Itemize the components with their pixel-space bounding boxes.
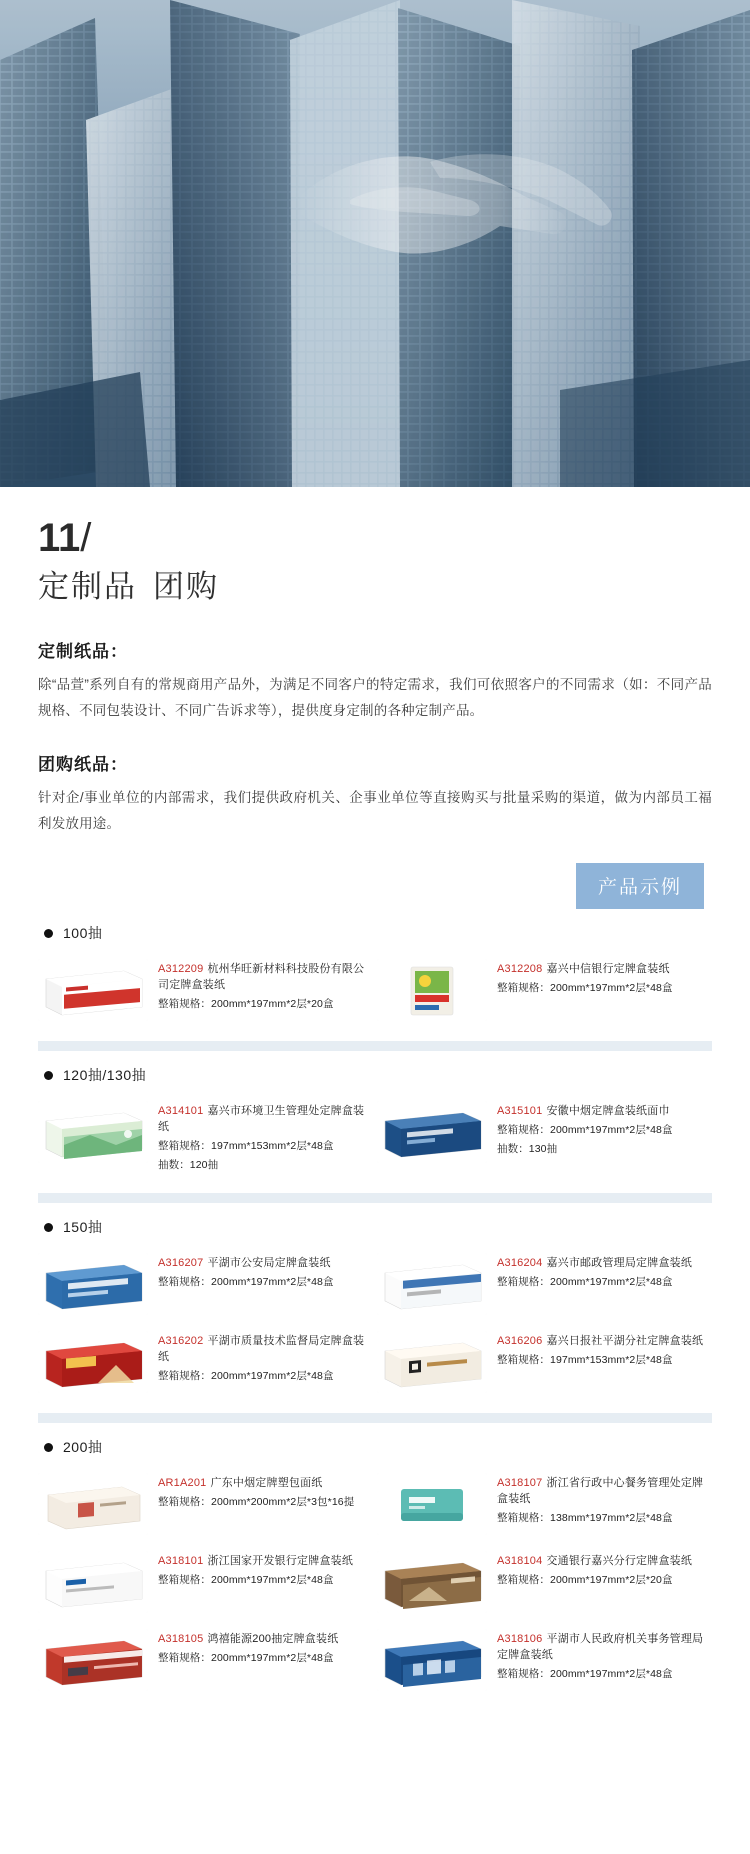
product-grid [38,1465,712,1699]
product-info [158,1101,375,1173]
product-example-tag: 产品示例 [576,863,704,909]
product-info [158,959,375,1012]
product-group-header [44,1217,712,1237]
product-code: A318104 [497,1555,543,1567]
product-group-label: 100抽 [63,925,103,941]
section-number-slash: / [80,516,92,560]
product-spec: 整箱规格：200mm*197mm*2层*20盒 [497,1574,673,1586]
example-tag-row [38,863,712,909]
product-groups [38,923,712,1699]
bullet-icon [44,929,53,938]
product-group [38,1065,712,1181]
group-buy-heading: 团购纸品： [38,755,128,774]
product-item[interactable] [38,951,375,1029]
custom-paper-paragraph: 除“品萱”系列自有的常规商用产品外，为满足不同客户的特定需求，我们可依照客户的不同需求（如：不同产品规格、不同包装设计、不同广告诉求等），提供度身定制的各种定制产品。 [38,677,712,718]
product-info [158,1253,334,1290]
product-name: A316202 平湖市质量技术监督局定牌盒装纸 [158,1335,365,1363]
product-info [497,1551,692,1588]
product-code: A312209 [158,963,204,975]
product-item[interactable] [375,1543,712,1621]
product-image [377,1473,487,1535]
product-image [377,1101,487,1163]
product-code: A316207 [158,1257,204,1269]
product-group [38,923,712,1029]
product-code: A318107 [497,1477,543,1489]
product-info [497,959,673,996]
product-code: A318105 [158,1633,204,1645]
product-name: A318104 交通银行嘉兴分行定牌盒装纸 [497,1555,693,1567]
bullet-icon [44,1071,53,1080]
section-divider [38,1193,712,1203]
product-group-label: 200抽 [63,1439,103,1455]
product-image [377,1253,487,1315]
product-code: A318101 [158,1555,204,1567]
product-spec: 整箱规格：197mm*153mm*2层*48盒 [158,1140,334,1152]
product-name: A315101 安徽中烟定牌盒装纸面巾 [497,1105,670,1117]
product-group-label: 120抽/130抽 [63,1067,147,1083]
product-spec: 整箱规格：200mm*197mm*2层*48盒 [158,1370,334,1382]
bullet-icon [44,1223,53,1232]
product-image [377,959,487,1021]
group-buy-block [38,750,712,837]
product-image [38,959,148,1021]
page-title [38,563,712,611]
product-item[interactable] [38,1245,375,1323]
product-info [497,1629,712,1682]
product-image [38,1629,148,1691]
product-image [38,1253,148,1315]
page-title-left: 定制品 [38,569,137,604]
product-code: A318106 [497,1633,543,1645]
product-code: A314101 [158,1105,204,1117]
product-spec: 整箱规格：200mm*200mm*2层*3包*16提 [158,1496,355,1508]
product-name: A316204 嘉兴市邮政管理局定牌盒装纸 [497,1257,693,1269]
section-number [38,515,712,561]
section-divider [38,1413,712,1423]
product-info [158,1551,353,1588]
group-buy-paragraph: 针对企/事业单位的内部需求，我们提供政府机关、企事业单位等直接购买与批量采购的渠道，做为内部员工福利发放用途。 [38,790,712,831]
product-item[interactable] [38,1323,375,1401]
product-image [38,1331,148,1393]
product-name: A318105 鸿禧能源200抽定牌盒装纸 [158,1633,339,1645]
product-spec: 整箱规格：200mm*197mm*2层*48盒 [158,1574,334,1586]
custom-paper-heading: 定制纸品： [38,642,128,661]
product-spec: 整箱规格：200mm*197mm*2层*48盒 [497,982,673,994]
product-group-label: 150抽 [63,1219,103,1235]
product-grid [38,1245,712,1401]
product-item[interactable] [375,1323,712,1401]
product-item[interactable] [375,1465,712,1543]
product-item[interactable] [38,1093,375,1181]
product-item[interactable] [375,1621,712,1699]
product-item[interactable] [38,1543,375,1621]
product-name: A316206 嘉兴日报社平湖分社定牌盒装纸 [497,1335,704,1347]
product-name: A318107 浙江省行政中心餐务管理处定牌盒装纸 [497,1477,704,1505]
product-spec: 整箱规格：200mm*197mm*2层*48盒 [497,1124,673,1136]
product-name: A314101 嘉兴市环境卫生管理处定牌盒装纸 [158,1105,365,1133]
product-info [158,1331,375,1384]
product-code: A312208 [497,963,543,975]
product-group-header [44,923,712,943]
product-spec: 整箱规格：200mm*197mm*2层*48盒 [158,1652,334,1664]
product-image [38,1551,148,1613]
product-spec: 抽数：120抽 [158,1159,219,1171]
product-spec: 整箱规格：200mm*197mm*2层*20盒 [158,998,334,1010]
hero-illustration [0,0,750,487]
product-info [497,1253,692,1290]
product-spec: 整箱规格：200mm*197mm*2层*48盒 [497,1668,673,1680]
product-image [377,1551,487,1613]
product-name: A312208 嘉兴中信银行定牌盒装纸 [497,963,670,975]
hero-banner [0,0,750,487]
product-spec: 整箱规格：200mm*197mm*2层*48盒 [497,1276,673,1288]
product-name: A318106 平湖市人民政府机关事务管理局定牌盒装纸 [497,1633,704,1661]
product-info [497,1331,703,1368]
product-name: AR1A201 广东中烟定牌塑包面纸 [158,1477,323,1489]
product-code: AR1A201 [158,1477,207,1489]
product-group-header [44,1437,712,1457]
product-info [497,1473,712,1526]
section-divider [38,1041,712,1051]
section-number-block [38,487,712,611]
product-item[interactable] [38,1465,375,1543]
product-item[interactable] [375,951,712,1029]
custom-paper-block [38,637,712,724]
product-name: A316207 平湖市公安局定牌盒装纸 [158,1257,331,1269]
product-code: A316206 [497,1335,543,1347]
product-code: A315101 [497,1105,543,1117]
product-spec: 整箱规格：138mm*197mm*2层*48盒 [497,1512,673,1524]
product-spec: 整箱规格：200mm*197mm*2层*48盒 [158,1276,334,1288]
product-info [158,1629,338,1666]
product-item[interactable] [375,1245,712,1323]
product-image [377,1629,487,1691]
section-number-value: 11 [38,516,81,560]
product-grid [38,951,712,1029]
product-code: A316202 [158,1335,204,1347]
page-title-right: 团购 [153,569,219,604]
product-group-header [44,1065,712,1085]
product-name: A318101 浙江国家开发银行定牌盒装纸 [158,1555,354,1567]
product-group [38,1437,712,1699]
bullet-icon [44,1443,53,1452]
product-group [38,1217,712,1401]
product-item[interactable] [375,1093,712,1181]
product-code: A316204 [497,1257,543,1269]
product-image [38,1101,148,1163]
product-grid [38,1093,712,1181]
product-image [377,1331,487,1393]
product-image [38,1473,148,1535]
content-area [0,487,750,1729]
product-spec: 整箱规格：197mm*153mm*2层*48盒 [497,1354,673,1366]
product-info [497,1101,673,1157]
product-info [158,1473,354,1510]
product-item[interactable] [38,1621,375,1699]
product-spec: 抽数：130抽 [497,1143,558,1155]
product-name: A312209 杭州华旺新材料科技股份有限公司定牌盒装纸 [158,963,365,991]
